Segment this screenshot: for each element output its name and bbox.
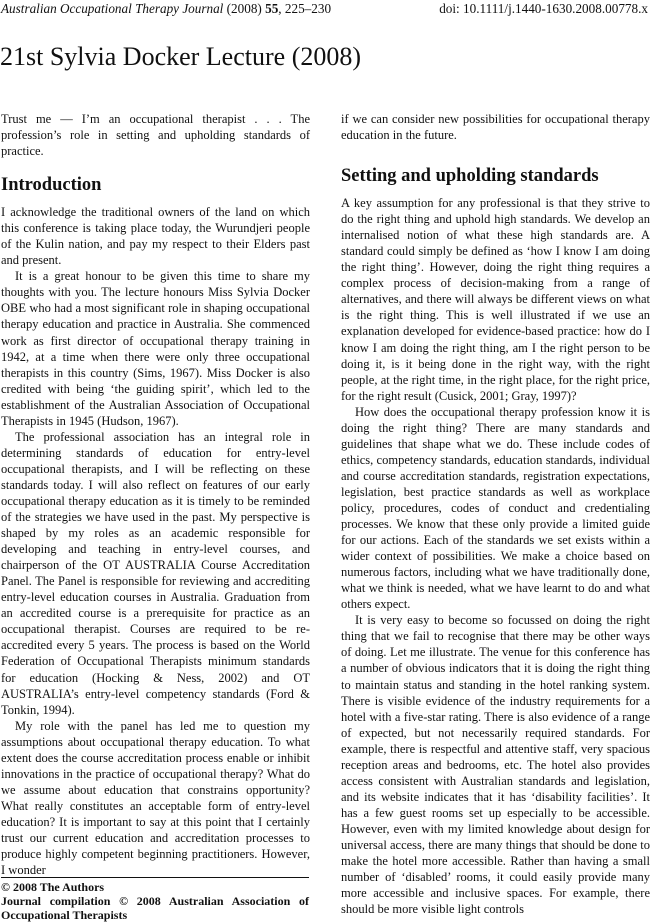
doi: doi: 10.1111/j.1440-1630.2008.00778.x [439,1,648,16]
left-column [1,111,310,878]
subtitle-paragraph: Trust me — I’m an occupational therapist . . . The profession’s role in setting and upholding standards of practice. [1,112,310,159]
copyright-footnote [1,880,309,922]
journal-name: Australian Occupational Therapy Journal [1,1,224,16]
paragraph: It is a great honour to be given this time to share my thoughts with you. The lecture honours Miss Sylvia Docker OBE who had a most significant role in shaping occupational therapy education and practice in Australia. She commenced work as first director of occupational therapy training in 1942, at a time when there were only three occupational therapists in this country (Sims, 1967). Miss Docker is also credited with being ‘the guiding spirit’, which led to the establishment of the Australian Association of Occupational Therapists in 1945 (Hudson, 1967). [1,269,310,428]
paragraph: I acknowledge the traditional owners of the land on which this conference is taking place today, the Wurundjeri people of the Kulin nation, and pay my respect to their Elders past and present. [1,205,310,268]
journal-pages: , 225–230 [278,1,332,16]
copyright-line: © 2008 The Authors [1,880,105,894]
footnote-divider [1,877,309,878]
running-head [1,1,648,17]
journal-citation [1,1,331,17]
section-heading-standards: Setting and upholding standards [341,166,599,187]
right-column [341,111,650,917]
journal-volume: 55 [265,1,279,16]
paragraph: My role with the panel has led me to question my assumptions about occupational therapy education. To what extent does the course accreditation process enable or inhibit innovations in the practice of occupational therapy? What do we assume about education that constrains opportunity? What really constitutes an acceptable form of entry-level education? It is important to say at this point that I certainly trust our current education and accreditation processes to produce highly competent beginning practitioners. However, I wonder [1,718,310,878]
article-title: 21st Sylvia Docker Lecture (2008) [0,42,362,71]
paragraph: A key assumption for any professional is that they strive to do the right thing and uphold high standards. We develop an internalised notion of what these high standards are. A standard could simply be defined as ‘how I know I am doing the right thing’. However, doing the right thing requires a complex process of decision-making from a range of alternatives, and there will always be different views on what is the right thing. This is well illustrated if we use an explanation developed for evidence-based practice: how do I know I am doing the right thing, am I the right person to be doing it, is it being done in the right way, with the right people, at the right time, in the right place, for the right price, for the right result (Cusick, 2001; Gray, 1997)? [341,196,650,403]
paragraph: The professional association has an integral role in determining standards of education for entry-level occupational therapists, and I will be reflecting on these standards today. I will also reflect on features of our early occupational therapy education as it is timely to be reminded of the strategies we have used in the past. My perspective is shaped by my roles as an academic responsible for developing and teaching in entry-level courses, and chairperson of the OT AUSTRALIA Course Accreditation Panel. The Panel is responsible for reviewing and accrediting entry-level education courses in Australia. Graduation from an accredited course is a prerequisite for practice as an occupational therapist. Courses are required to be re-accredited every 5 years. The process is based on the World Federation of Occupational Therapists minimum standards for education (Hocking & Ness, 2002) and OT AUSTRALIA’s entry-level competency standards (Ford & Tonkin, 1994). [1,429,310,717]
paragraph: It is very easy to become so focussed on doing the right thing that we fail to recognise that there may be other ways of doing. Let me illustrate. The venue for this conference has a number of obvious indicators that it is doing the right thing to maintain status and standing in the hotel ranking system. There is visible evidence of the industry requirements for a hotel with a five-star rating. There is also evidence of a range of expected, but not necessarily required standards. For example, there is respectful and attentive staff, very spacious reception areas and bedrooms, etc. The hotel also provides access consistent with Australian standards and legislation, and its website indicates that it has ‘disability facilities’. It has a few guest rooms set up especially to be accessible. However, even with my limited knowledge about design for universal access, there are many things that should be done to make the hotel more accessible. Rather than having a small number of ‘disabled’ rooms, it could easily provide many more accessible and inclusive spaces. For example, there should be more visible light controls [341,613,650,917]
paragraph: How does the occupational therapy profession know it is doing the right thing? There are many standards and guidelines that shape what we do. These include codes of ethics, competency standards, education standards, individual and course accreditation standards, registration expectations, legislation, best practice standards as well as workplace policy, procedures, codes of conduct and credentialing processes. We know that these only provide a limited guide for our actions. Each of the standards we set exists within a wider context of possibilities. We make a choice based on numerous factors, including what we have traditionally done, what we think is needed, what we have learnt to do and what others expect. [341,404,650,612]
section-heading-introduction: Introduction [1,175,102,196]
paragraph-continuation: if we can consider new possibilities for occupational therapy education in the future. [341,112,650,143]
journal-compilation-line: Journal compilation © 2008 Australian Association of Occupational Therapists [1,894,309,922]
journal-year: (2008) [226,1,262,16]
